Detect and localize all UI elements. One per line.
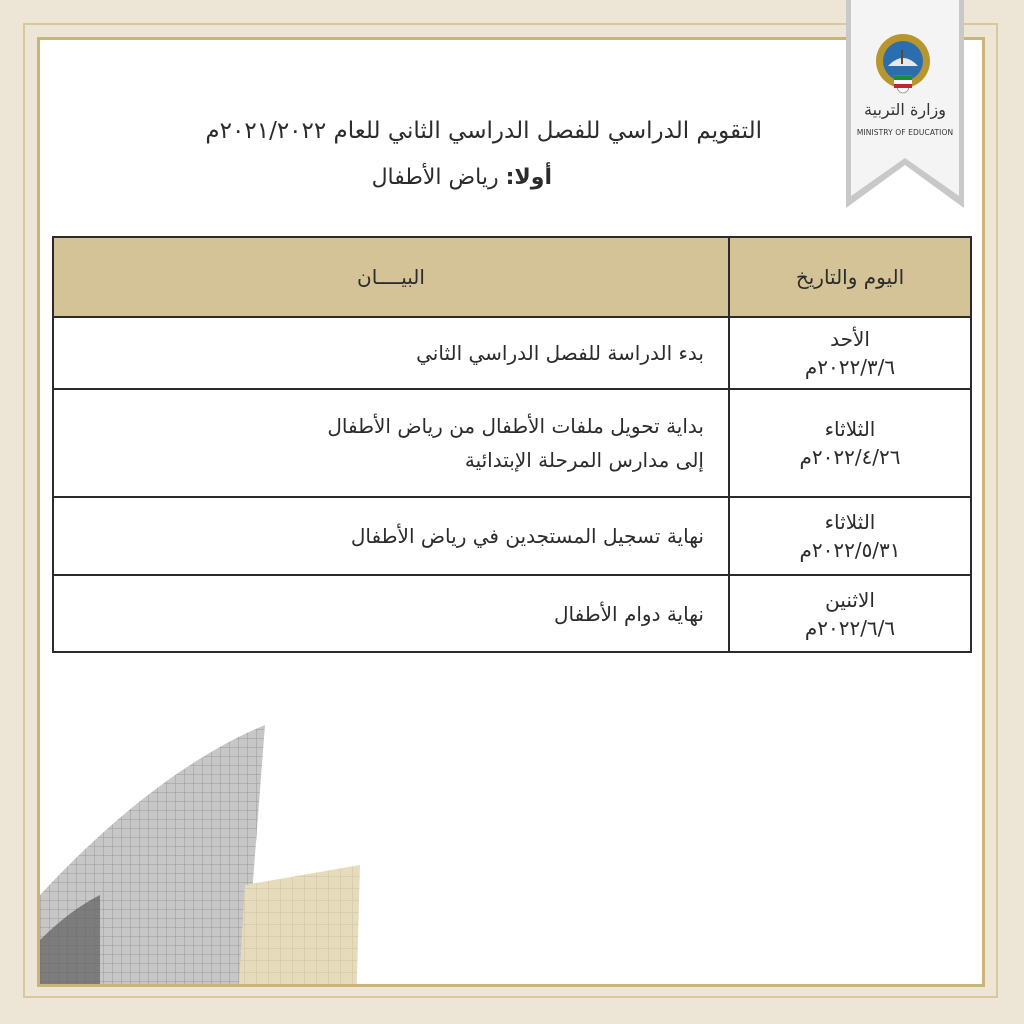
subtitle-text: رياض الأطفال <box>371 165 499 190</box>
day-name: الأحد <box>830 327 870 351</box>
ministry-name-english: MINISTRY OF EDUCATION <box>856 128 954 137</box>
date-cell <box>729 575 971 652</box>
table-row <box>53 317 971 389</box>
section-subtitle <box>100 165 552 190</box>
calendar-table <box>52 236 972 653</box>
ministry-name-arabic: وزارة التربية <box>864 100 946 119</box>
description-cell <box>53 497 729 575</box>
table-header-row <box>53 237 971 317</box>
date-value: ٢٠٢٢/٤/٢٦م <box>799 445 901 469</box>
date-cell <box>729 389 971 497</box>
table-row <box>53 389 971 497</box>
date-cell <box>729 497 971 575</box>
kuwait-emblem-icon <box>874 32 932 98</box>
date-value: ٢٠٢٢/٦/٦م <box>804 615 896 640</box>
date-value: ٢٠٢٢/٥/٣١م <box>799 538 901 562</box>
description-line: نهاية تسجيل المستجدين في رياض الأطفال <box>350 524 704 548</box>
description-line: بدء الدراسة للفصل الدراسي الثاني <box>416 341 704 365</box>
header-date: اليوم والتاريخ <box>729 237 971 317</box>
table-row <box>53 497 971 575</box>
description-cell <box>53 575 729 652</box>
table-row <box>53 575 971 652</box>
day-name: الثلاثاء <box>824 417 876 441</box>
day-name: الثلاثاء <box>824 510 876 534</box>
header-description: البيــــان <box>53 237 729 317</box>
date-cell <box>729 317 971 389</box>
description-line: نهاية دوام الأطفال <box>553 601 704 626</box>
date-value: ٢٠٢٢/٣/٦م <box>804 355 896 379</box>
description-line: بداية تحويل ملفات الأطفال من رياض الأطفال <box>327 414 704 438</box>
description-line: إلى مدارس المرحلة الإبتدائية <box>464 448 704 472</box>
day-name: الاثنين <box>825 587 875 612</box>
building-illustration <box>40 720 420 987</box>
page-title: التقويم الدراسي للفصل الدراسي الثاني للعام ٢٠٢١/٢٠٢٢م <box>205 118 762 144</box>
subtitle-prefix: أولا: <box>505 165 552 190</box>
description-cell <box>53 389 729 497</box>
description-cell <box>53 317 729 389</box>
